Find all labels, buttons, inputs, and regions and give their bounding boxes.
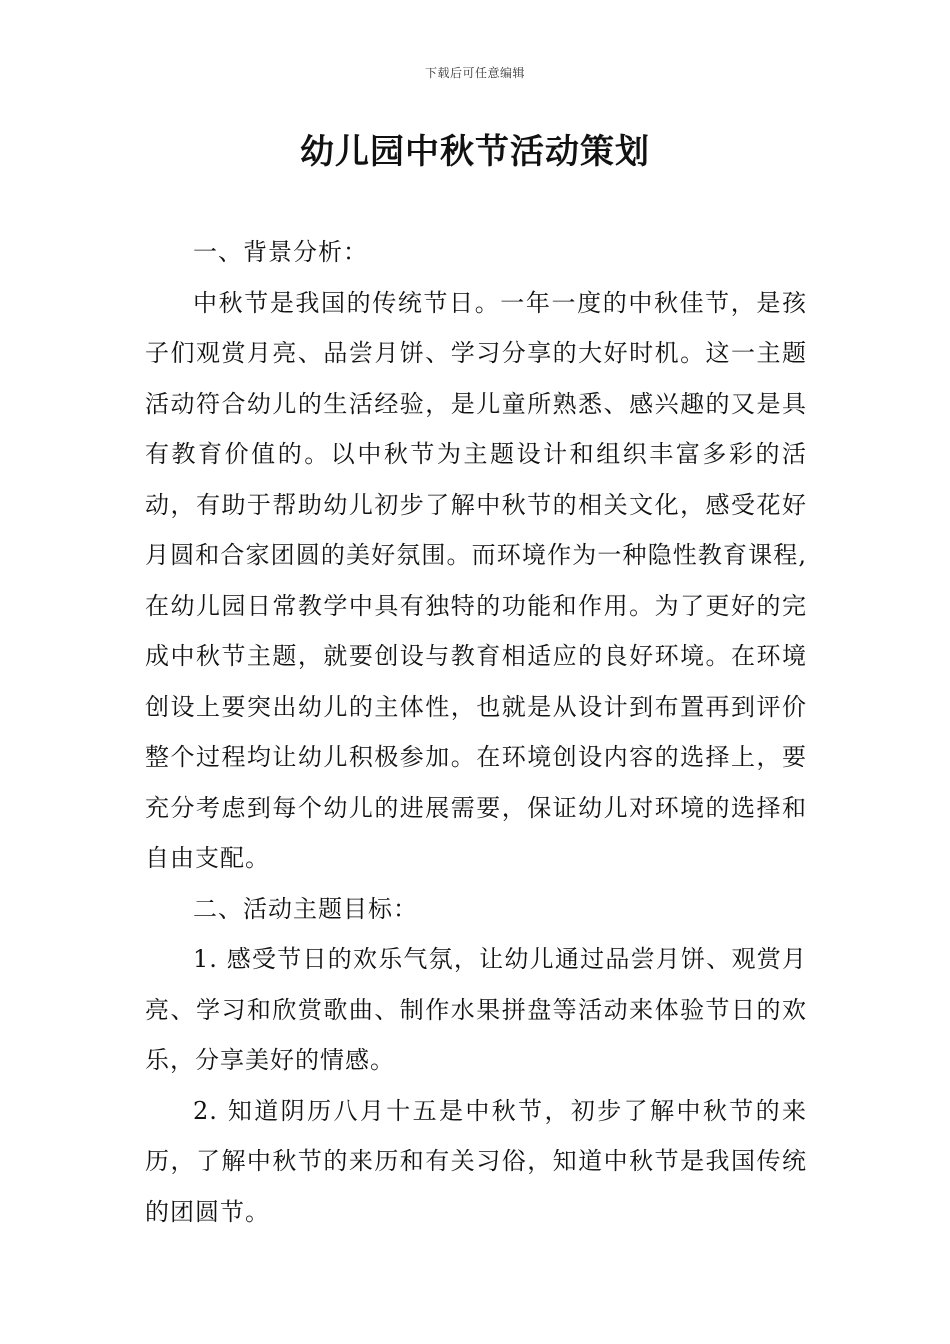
paragraph-goal-1: 1. 感受节日的欢乐气氛，让幼儿通过品尝月饼、观赏月亮、学习和欣赏歌曲、制作水果拼盘等活动来体验节日的欢乐，分享美好的情感。 — [145, 945, 807, 1074]
paragraph-goal-2: 2. 知道阴历八月十五是中秋节，初步了解中秋节的来历，了解中秋节的来历和有关习俗，知道中秋节是我国传统的团圆节。 — [145, 1096, 807, 1226]
section-heading-background: 一、背景分析： — [193, 238, 368, 266]
header-note: 下载后可任意编辑 — [424, 66, 525, 80]
section-heading-goals: 二、活动主题目标： — [193, 894, 418, 923]
document-title: 幼儿园中秋节活动策划 — [300, 132, 650, 172]
document-body — [145, 227, 807, 1237]
paragraph-background: 中秋节是我国的传统节日。一年一度的中秋佳节，是孩子们观赏月亮、品尝月饼、学习分享的大好时机。这一主题活动符合幼儿的生活经验，是儿童所熟悉、感兴趣的又是具有教育价值的。以中秋节为主题设计和组织丰富多彩的活动，有助于帮助幼儿初步了解中秋节的相关文化，感受花好月圆和合家团圆的美好氛围。而环境作为一种隐性教育课程,在幼儿园日常教学中具有独特的功能和作用。为了更好的完成中秋节主题，就要创设与教育相适应的良好环境。在环境创设上要突出幼儿的主体性，也就是从设计到布置再到评价整个过程均让幼儿积极参加。在环境创设内容的选择上，要充分考虑到每个幼儿的进展需要，保证幼儿对环境的选择和自由支配。 — [145, 288, 807, 872]
